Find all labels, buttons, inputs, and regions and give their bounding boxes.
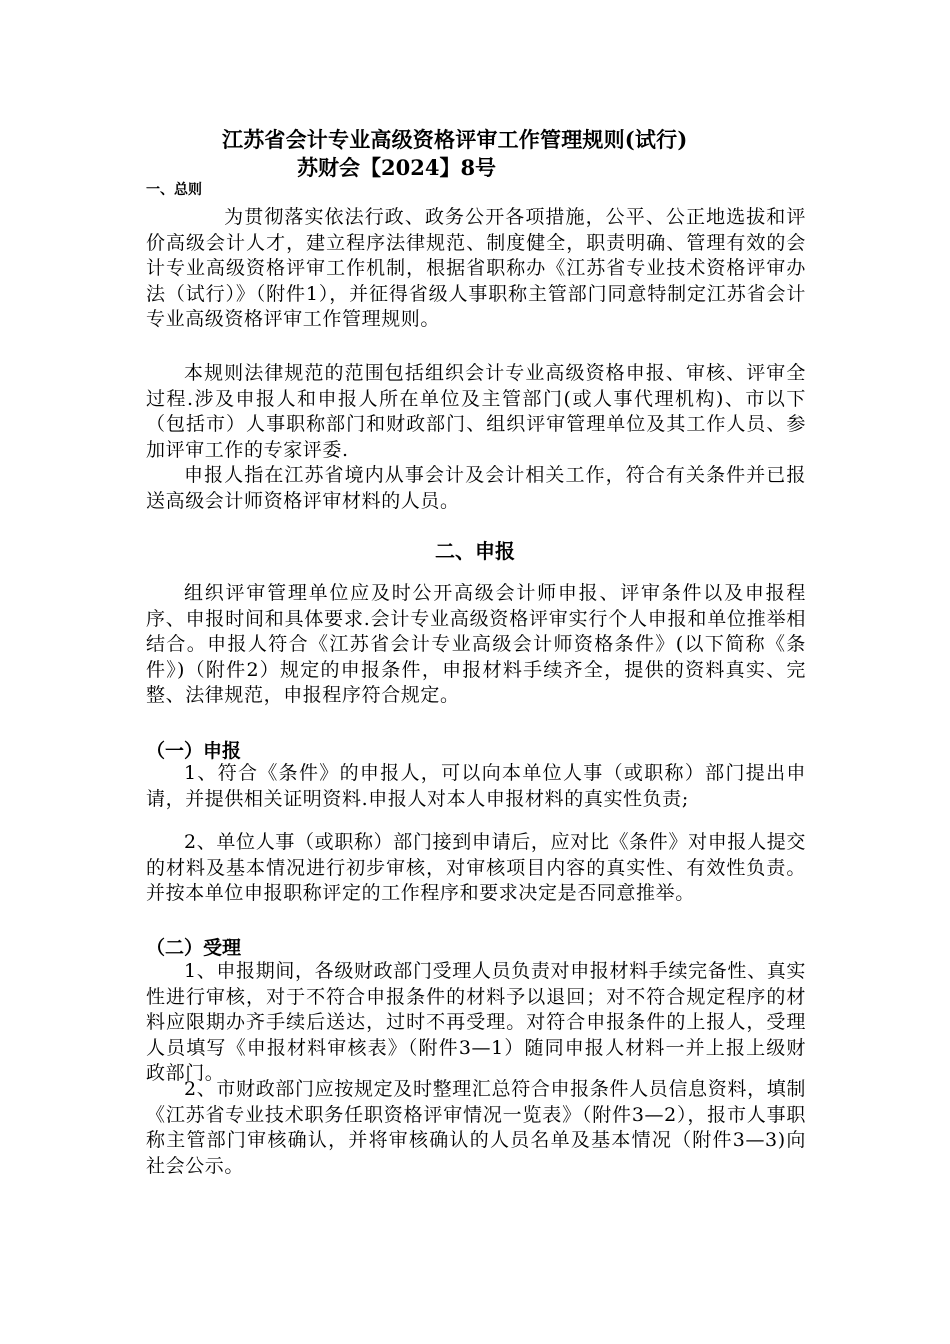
subheading-application: （一）申报 <box>146 740 242 762</box>
paragraph-acceptance-item-1: 1、申报期间，各级财政部门受理人员负责对申报材料手续完备性、真实性进行审核，对于不符合申报条件的材料予以退回；对不符合规定程序的材料应限期办齐手续后送达，过时不再受理。对符合申报条件的上报人，受理人员填写《申报材料审核表》（附件3—1）随同申报人材料一并上报上级财政部门。 <box>146 960 806 1084</box>
subheading-acceptance: （二）受理 <box>146 937 242 959</box>
paragraph-application-item-1: 1、符合《条件》的申报人，可以向本单位人事（或职称）部门提出申请，并提供相关证明资料.申报人对本人申报材料的真实性负责; <box>146 762 806 810</box>
section-heading-general: 一、总则 <box>146 182 202 198</box>
document-number: 苏财会【2024】8号 <box>297 155 497 180</box>
paragraph-applicant-definition: 申报人指在江苏省境内从事会计及会计相关工作，符合有关条件并已报送高级会计师资格评审材料的人员。 <box>146 464 806 512</box>
paragraph-application-item-2: 2、单位人事（或职称）部门接到申请后，应对比《条件》对申报人提交的材料及基本情况进行初步审核，对审核项目内容的真实性、有效性负责。并按本单位申报职称评定的工作程序和要求决定是否同意推举。 <box>146 831 806 904</box>
section-heading-application: 二、申报 <box>435 539 515 563</box>
paragraph-acceptance-item-2: 2、市财政部门应按规定及时整理汇总符合申报条件人员信息资料，填制《江苏省专业技术职务任职资格评审情况一览表》（附件3—2），报市人事职称主管部门审核确认，并将审核确认的人员名单及基本情况（附件3—3)向社会公示。 <box>146 1078 806 1177</box>
paragraph-purpose: 为贯彻落实依法行政、政务公开各项措施，公平、公正地选拔和评价高级会计人才，建立程序法律规范、制度健全，职责明确、管理有效的会计专业高级资格评审工作机制，根据省职称办《江苏省专业技术资格评审办法（试行）》（附件1），并征得省级人事职称主管部门同意特制定江苏省会计专业高级资格评审工作管理规则。 <box>146 206 806 330</box>
paragraph-application-intro: 组织评审管理单位应及时公开高级会计师申报、评审条件以及申报程序、申报时间和具体要求.会计专业高级资格评审实行个人申报和单位推举相结合。申报人符合《江苏省会计专业高级会计师资格条件》(以下简称《条件》)（附件2）规定的申报条件，申报材料手续齐全，提供的资料真实、完整、法律规范，申报程序符合规定。 <box>146 582 806 706</box>
paragraph-scope: 本规则法律规范的范围包括组织会计专业高级资格申报、审核、评审全过程.涉及申报人和申报人所在单位及主管部门(或人事代理机构)、市以下（包括市）人事职称部门和财政部门、组织评审管理单位及其工作人员、参加评审工作的专家评委. <box>146 362 806 461</box>
document-title: 江苏省会计专业高级资格评审工作管理规则(试行) <box>222 127 688 152</box>
